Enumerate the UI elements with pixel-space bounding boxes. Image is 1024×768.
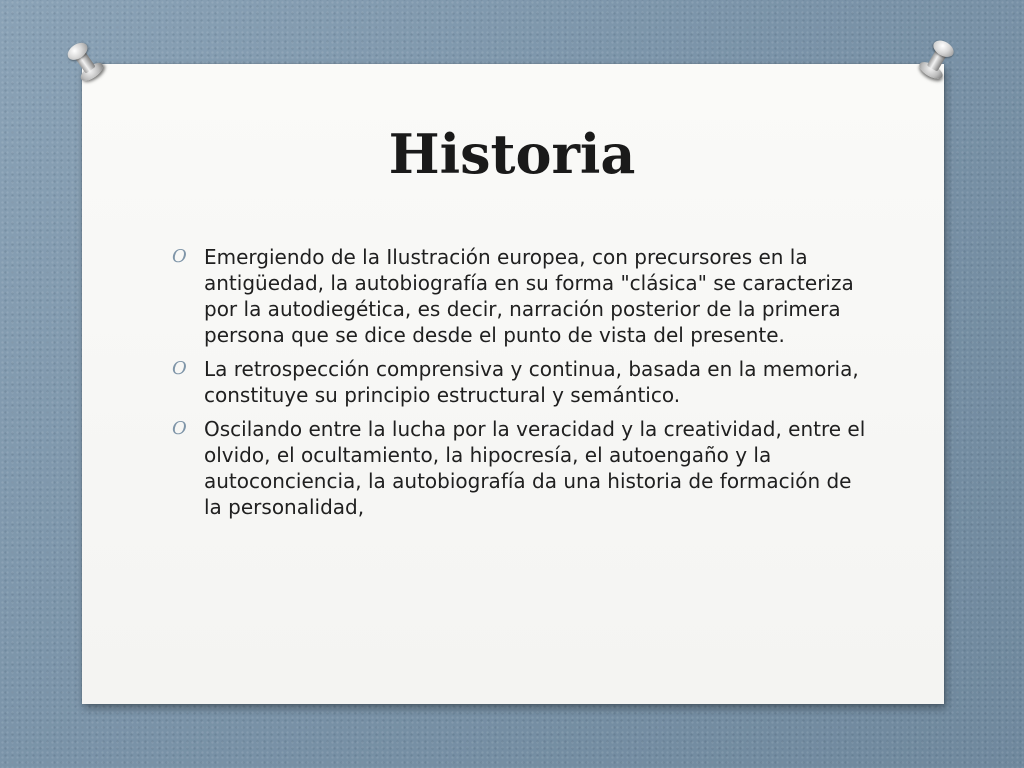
bullet-item — [172, 356, 872, 408]
bullet-item — [172, 244, 872, 348]
bullet-marker-icon: O — [172, 246, 187, 267]
bullet-marker-icon: O — [172, 358, 187, 379]
bullet-text: Oscilando entre la lucha por la veracidad y la creatividad, entre el olvido, el ocultamiento, la hipocresía, el autoengaño y la autoconciencia, la autobiografía da una historia de formación de la personalidad, — [204, 417, 866, 519]
bullet-marker-icon: O — [172, 418, 187, 439]
slide-title: Historia — [388, 122, 636, 186]
bullet-list — [172, 244, 872, 528]
bullet-item — [172, 416, 872, 520]
bullet-text: Emergiendo de la Ilustración europea, con precursores en la antigüedad, la autobiografía en su forma "clásica" se caracteriza por la autodiegética, es decir, narración posterior de la primera persona que se dice desde el punto de vista del presente. — [204, 245, 854, 347]
bullet-text: La retrospección comprensiva y continua, basada en la memoria, constituye su principio estructural y semántico. — [204, 357, 859, 407]
